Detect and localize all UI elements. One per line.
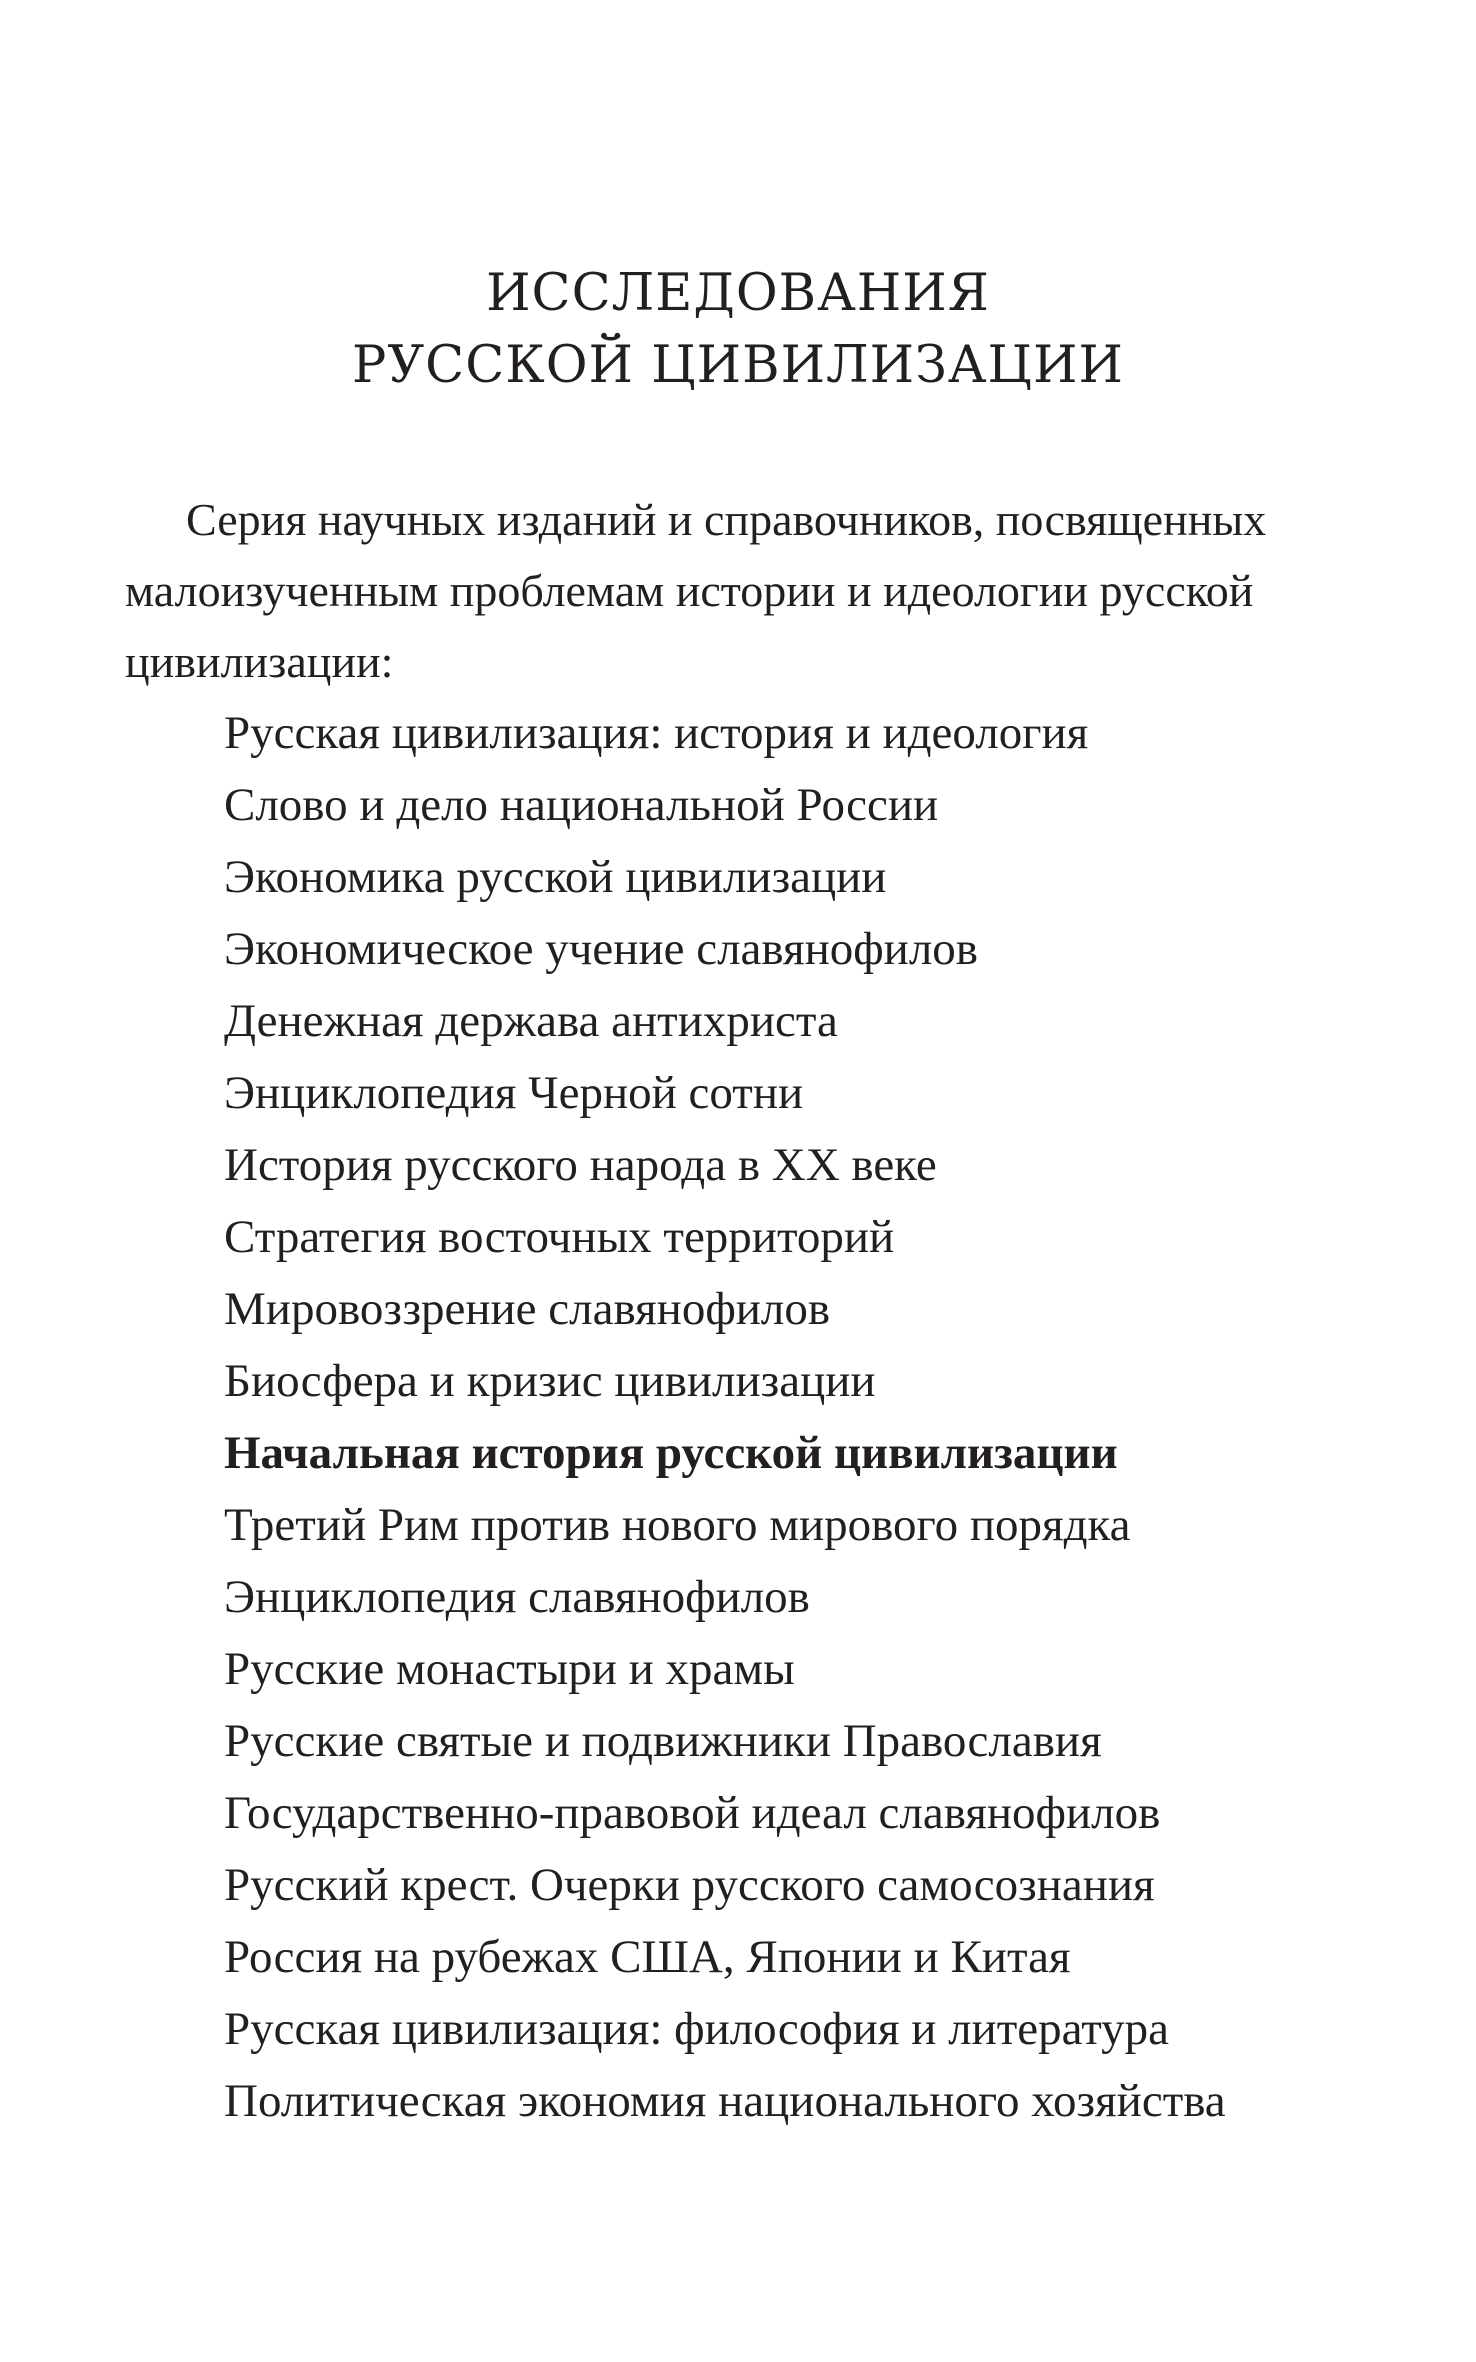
series-book-item: Русские монастыри и храмы	[224, 1643, 795, 1695]
series-book-list	[224, 697, 1226, 2137]
series-book-item: Мировоззрение славянофилов	[224, 1283, 831, 1335]
description-line-3: цивилизации:	[125, 636, 394, 687]
series-description	[125, 484, 1380, 697]
series-book-item: Стратегия восточных территорий	[224, 1211, 895, 1263]
series-book-item: Слово и дело национальной России	[224, 779, 939, 831]
series-title-line-2: РУССКОЙ ЦИВИЛИЗАЦИИ	[352, 336, 1124, 395]
series-title-line-1: ИССЛЕДОВАНИЯ	[486, 264, 990, 323]
series-book-item: Русские святые и подвижники Православия	[224, 1715, 1102, 1767]
series-book-item-current: Начальная история русской цивилизации	[224, 1427, 1118, 1479]
series-book-item: Биосфера и кризис цивилизации	[224, 1355, 876, 1407]
series-book-item: Третий Рим против нового мирового порядка	[224, 1499, 1131, 1551]
series-book-item: Политическая экономия национального хозяйства	[224, 2075, 1226, 2127]
series-book-item: Экономика русской цивилизации	[224, 851, 887, 903]
series-book-item: Денежная держава антихриста	[224, 995, 838, 1047]
series-book-item: Экономическое учение славянофилов	[224, 923, 978, 975]
series-book-item: Государственно-правовой идеал славянофилов	[224, 1787, 1161, 1839]
series-book-item: История русского народа в XX веке	[224, 1139, 937, 1191]
description-line-1: Серия научных изданий и справочников, посвященных	[186, 494, 1267, 545]
series-book-item: Русская цивилизация: история и идеология	[224, 707, 1089, 759]
series-book-item: Энциклопедия Черной сотни	[224, 1067, 804, 1119]
description-line-2: малоизученным проблемам истории и идеологии русской	[125, 565, 1254, 616]
series-book-item: Русский крест. Очерки русского самосознания	[224, 1859, 1155, 1911]
series-book-item: Россия на рубежах США, Японии и Китая	[224, 1931, 1071, 1983]
series-book-item: Энциклопедия славянофилов	[224, 1571, 810, 1623]
series-book-item: Русская цивилизация: философия и литература	[224, 2003, 1170, 2055]
